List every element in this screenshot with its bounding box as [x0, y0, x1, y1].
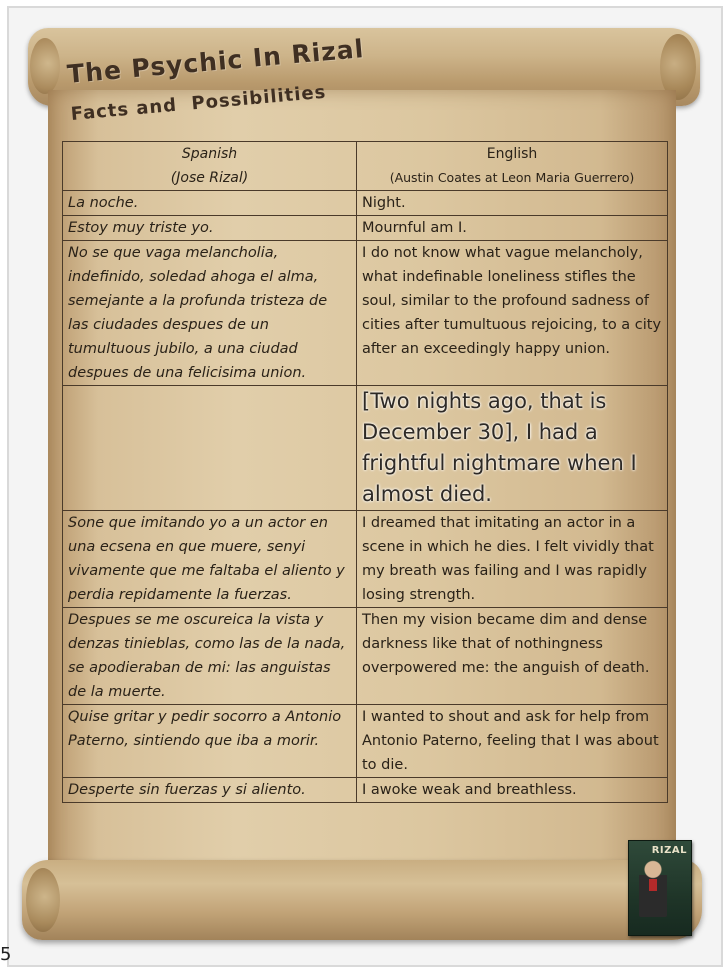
spanish-cell: La noche. [63, 191, 357, 216]
spanish-cell: Estoy muy triste yo. [63, 216, 357, 241]
table-row [63, 191, 668, 216]
book-cover-image [628, 840, 692, 936]
table-row [63, 216, 668, 241]
english-cell: I do not know what vague melancholy, what indefinable loneliness stifles the soul, similar to the profound sadness of cities after tumultuous rejoicing, to a city after an exceedingly happy union. [357, 241, 668, 386]
english-cell: I dreamed that imitating an actor in a scene in which he dies. I felt vividly that my breath was failing and I was rapidly losing strength. [357, 511, 668, 608]
table-row [63, 778, 668, 803]
table-header-row [63, 142, 668, 191]
english-cell: Mournful am I. [357, 216, 668, 241]
book-cover-title: RIZAL [651, 845, 687, 856]
page-subtitle: Facts and Possibilities [70, 81, 328, 125]
table-row [63, 705, 668, 778]
red-tie-icon [649, 879, 657, 891]
spanish-column-header [63, 142, 357, 191]
scroll-curl-bottom [26, 868, 60, 932]
spanish-header-label: Spanish [181, 146, 238, 162]
table-row [63, 386, 668, 511]
english-cell: I wanted to shout and ask for help from Antonio Paterno, feeling that I was about to die. [357, 705, 668, 778]
table-row [63, 608, 668, 705]
scroll-bottom-roll [22, 860, 702, 940]
english-cell: Then my vision became dim and dense darkness like that of nothingness overpowered me: the anguish of death. [357, 608, 668, 705]
spanish-cell-empty [63, 386, 357, 511]
translation-table [62, 141, 668, 803]
english-column-header [357, 142, 668, 191]
english-cell: Night. [357, 191, 668, 216]
spanish-cell: Despues se me oscureica la vista y denzas tinieblas, como las de la nada, se apodieraban de mi: las anguistas de la muerte. [63, 608, 357, 705]
english-header-translators: (Austin Coates at Leon Maria Guerrero) [389, 170, 635, 185]
english-cell-highlight: [Two nights ago, that is December 30], I had a frightful nightmare when I almost died. [357, 386, 668, 511]
english-header-label: English [486, 146, 538, 162]
table-row [63, 511, 668, 608]
page-title: The Psychic In Rizal [66, 34, 366, 89]
spanish-cell: Desperte sin fuerzas y si aliento. [63, 778, 357, 803]
spanish-cell: Quise gritar y pedir socorro a Antonio Paterno, sintiendo que iba a morir. [63, 705, 357, 778]
spanish-header-author: (Jose Rizal) [170, 170, 249, 186]
table-row [63, 241, 668, 386]
spanish-cell: No se que vaga melancholia, indefinido, soledad ahoga el alma, semejante a la profunda tristeza de las ciudades despues de un tumultuous jubilo, a una ciudad despues de una felicisima union. [63, 241, 357, 386]
page-number: 5 [0, 944, 12, 965]
spanish-cell: Sone que imitando yo a un actor en una ecsena en que muere, senyi vivamente que me faltaba el aliento y perdia repidamente la fuerzas. [63, 511, 357, 608]
scroll-curl-left [30, 38, 60, 94]
english-cell: I awoke weak and breathless. [357, 778, 668, 803]
